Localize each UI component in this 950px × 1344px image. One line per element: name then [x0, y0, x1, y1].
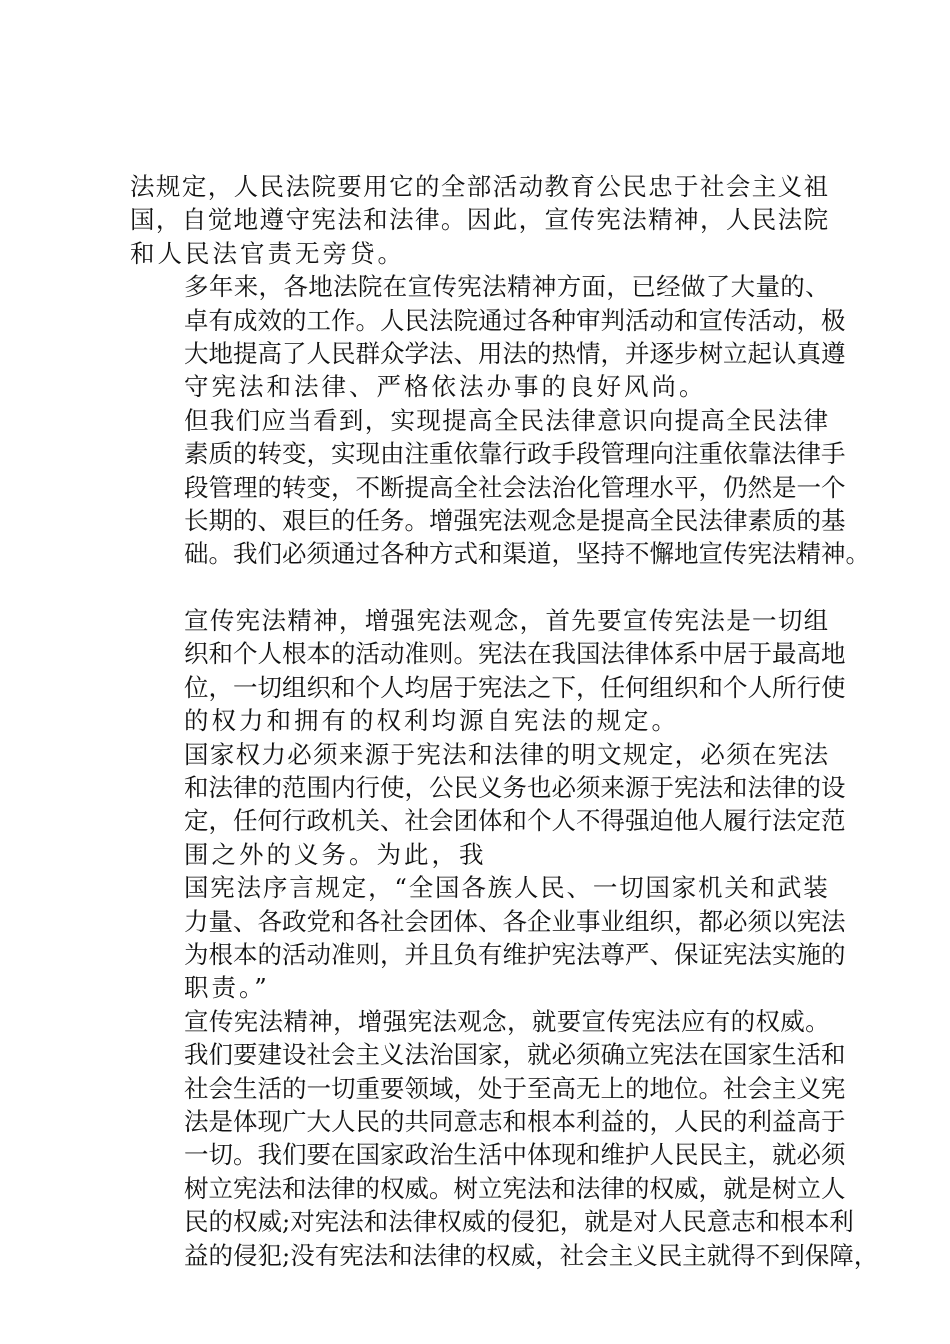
paragraph	[130, 404, 870, 571]
text-line: 和人民法官责无旁贷。	[130, 238, 405, 268]
text-line: 法规定，人民法院要用它的全部活动教育公民忠于社会主义祖	[130, 172, 830, 201]
text-line: 国宪法序言规定，“全国各族人民、一切国家机关和武装	[184, 873, 830, 903]
text-line: 一切。我们要在国家政治生活中体现和维护人民民主，就必须	[184, 1140, 846, 1170]
text-line: 长期的、艰巨的任务。增强宪法观念是提高全民法律素质的基	[184, 506, 846, 536]
text-line: 位，一切组织和个人均居于宪法之下，任何组织和个人所行使	[184, 672, 846, 702]
text-line: 织和个人根本的活动准则。宪法在我国法律体系中居于最高地	[184, 639, 846, 669]
paragraph	[130, 604, 846, 738]
text-line: 民的权威;对宪法和法律权威的侵犯，就是对人民意志和根本利	[184, 1207, 854, 1237]
paragraph	[130, 738, 846, 872]
text-line: 法是体现广大人民的共同意志和根本利益的，人民的利益高于	[184, 1106, 846, 1136]
text-line: 力量、各政党和各社会团体、各企业事业组织，都必须以宪法	[184, 906, 846, 936]
text-line: 的权力和拥有的权利均源自宪法的规定。	[184, 706, 679, 736]
paragraph	[130, 170, 830, 270]
text-line: 社会生活的一切重要领域，处于至高无上的地位。社会主义宪	[184, 1073, 846, 1103]
text-line: 我们要建设社会主义法治国家，就必须确立宪法在国家生活和	[184, 1040, 846, 1070]
text-line: 守宪法和法律、严格依法办事的良好风尚。	[184, 372, 707, 402]
text-line: 国家权力必须来源于宪法和法律的明文规定，必须在宪法	[184, 739, 830, 769]
text-line: 段管理的转变，不断提高全社会法治化管理水平，仍然是一个	[184, 472, 846, 502]
text-line: 多年来，各地法院在宣传宪法精神方面，已经做了大量的、	[184, 272, 830, 302]
text-line: 益的侵犯;没有宪法和法律的权威，社会主义民主就得不到保障，	[184, 1240, 879, 1270]
text-line: 宣传宪法精神，增强宪法观念，首先要宣传宪法是一切组	[184, 605, 830, 635]
text-line: 职责。”	[184, 973, 270, 1003]
paragraph	[130, 1005, 879, 1272]
text-line: 素质的转变，实现由注重依靠行政手段管理向注重依靠法律手	[184, 439, 846, 469]
text-line: 卓有成效的工作。人民法院通过各种审判活动和宣传活动，极	[184, 305, 846, 335]
text-line: 围之外的义务。为此，我	[184, 839, 487, 869]
text-line: 和法律的范围内行使，公民义务也必须来源于宪法和法律的设	[184, 772, 846, 802]
text-line: 大地提高了人民群众学法、用法的热情，并逐步树立起认真遵	[184, 339, 846, 369]
text-line: 树立宪法和法律的权威。树立宪法和法律的权威，就是树立人	[184, 1173, 846, 1203]
text-line: 但我们应当看到，实现提高全民法律意识向提高全民法律	[184, 405, 830, 435]
text-line: 宣传宪法精神，增强宪法观念，就要宣传宪法应有的权威。	[184, 1006, 830, 1036]
text-line: 定，任何行政机关、社会团体和个人不得强迫他人履行法定范	[184, 806, 846, 836]
text-line: 础。我们必须通过各种方式和渠道，坚持不懈地宣传宪法精神。	[184, 539, 870, 569]
paragraph	[130, 871, 846, 1005]
text-line: 为根本的活动准则，并且负有维护宪法尊严、保证宪法实施的	[184, 939, 846, 969]
document-body	[130, 170, 879, 1272]
paragraph	[130, 270, 846, 404]
text-line: 国，自觉地遵守宪法和法律。因此，宣传宪法精神，人民法院	[130, 205, 830, 235]
